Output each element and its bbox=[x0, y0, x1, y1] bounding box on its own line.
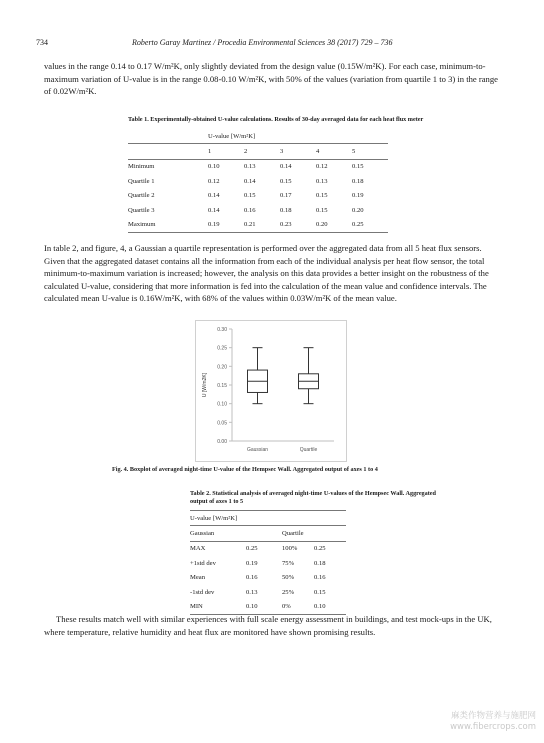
table-cell: 0.13 bbox=[244, 163, 256, 171]
table-cell: 0.14 bbox=[244, 177, 256, 185]
table-cell: 0.17 bbox=[280, 192, 292, 200]
table1-unit-header: U-value [W/m²K] bbox=[208, 132, 256, 140]
table-cell: 0.19 bbox=[208, 221, 220, 229]
row-label: 0% bbox=[282, 603, 291, 611]
y-tick-label: 0.30 bbox=[217, 327, 227, 333]
table2-gaussian-header: Gaussian bbox=[190, 530, 215, 538]
table-row bbox=[128, 159, 388, 174]
x-tick-label: Quartile bbox=[299, 447, 318, 453]
row-label: Mean bbox=[190, 574, 206, 582]
table-cell: 0.10 bbox=[246, 603, 258, 611]
table-cell: 0.15 bbox=[244, 192, 256, 200]
table-cell: 0.12 bbox=[208, 177, 220, 185]
table-cell: 0.10 bbox=[314, 603, 326, 611]
table1-col-header: 2 bbox=[244, 148, 248, 156]
table2-caption-line2: output of axes 1 to 5 bbox=[190, 498, 244, 505]
paragraph-3: These results match well with similar experiences with full scale energy assessment in buildings, and test mock-ups in the UK, where temperature, relative humidity and heat flux are monitored have shown promising results. bbox=[44, 614, 492, 637]
figure4-chart bbox=[195, 320, 347, 462]
table-cell: 0.15 bbox=[316, 192, 328, 200]
row-label: MIN bbox=[190, 603, 203, 611]
watermark bbox=[404, 711, 536, 733]
table-cell: 0.25 bbox=[352, 221, 364, 229]
table-cell: 0.14 bbox=[280, 163, 292, 171]
table1 bbox=[128, 129, 388, 233]
table1-col-header: 1 bbox=[208, 148, 212, 156]
table1-col-header: 5 bbox=[352, 148, 356, 156]
table-row bbox=[190, 571, 346, 585]
table-cell: 0.21 bbox=[244, 221, 256, 229]
table-cell: 0.19 bbox=[246, 559, 258, 567]
table-row bbox=[190, 585, 346, 599]
table1-caption: Table 1. Experimentally-obtained U-value calculations. Results of 30-day averaged data for each heat flux meter bbox=[128, 116, 424, 123]
row-label: Quartile 1 bbox=[128, 177, 155, 185]
table-cell: 0.19 bbox=[352, 192, 364, 200]
row-label: 75% bbox=[282, 559, 295, 567]
y-axis-label: U [W/m2K] bbox=[202, 372, 208, 398]
table-cell: 0.15 bbox=[352, 163, 364, 171]
table2-caption-line1: Table 2. Statistical analysis of averaged night-time U-values of the Hempsec Wall. Aggregated bbox=[190, 490, 436, 497]
table-cell: 0.10 bbox=[208, 163, 220, 171]
table-cell: 0.15 bbox=[316, 206, 328, 214]
table-cell: 0.12 bbox=[316, 163, 328, 171]
table-cell: 0.20 bbox=[316, 221, 328, 229]
row-label: Maximum bbox=[128, 221, 156, 229]
table-cell: 0.20 bbox=[352, 206, 364, 214]
table1-col-header: 4 bbox=[316, 148, 320, 156]
table-cell: 0.25 bbox=[246, 545, 258, 553]
table2-unit-header: U-value [W/m²K] bbox=[190, 514, 238, 522]
watermark-line1: 麻类作物营养与施肥网 bbox=[450, 711, 536, 721]
table1-col-header: 3 bbox=[280, 148, 284, 156]
table2-caption bbox=[190, 490, 490, 506]
table-cell: 0.15 bbox=[314, 588, 326, 596]
row-label: Quartile 2 bbox=[128, 192, 155, 200]
table-cell: 0.14 bbox=[208, 206, 220, 214]
table-row bbox=[128, 203, 388, 217]
table-row bbox=[190, 541, 346, 556]
table-cell: 0.18 bbox=[352, 177, 364, 185]
table-row bbox=[128, 174, 388, 188]
table-cell: 0.13 bbox=[316, 177, 328, 185]
row-label: +1std dev bbox=[190, 559, 216, 567]
y-tick-label: 0.05 bbox=[217, 420, 227, 427]
table-cell: 0.18 bbox=[280, 206, 292, 214]
table-cell: 0.16 bbox=[244, 206, 256, 214]
figure4-caption: Fig. 4. Boxplot of averaged night-time U-value of the Hempsec Wall. Aggregated output of axes 1 to 4 bbox=[112, 466, 378, 473]
table2 bbox=[190, 510, 346, 615]
table-cell: 0.14 bbox=[208, 192, 220, 200]
table-cell: 0.18 bbox=[314, 559, 326, 567]
y-tick-label: 0.10 bbox=[217, 401, 227, 408]
row-label: Minimum bbox=[128, 163, 155, 171]
table-cell: 0.16 bbox=[246, 574, 258, 582]
table-row bbox=[190, 599, 346, 614]
page-number: 734 bbox=[36, 38, 48, 47]
x-tick-label: Gaussian bbox=[246, 447, 269, 453]
table-row bbox=[190, 556, 346, 570]
watermark-line2: www.fibercrops.com bbox=[450, 722, 536, 732]
y-tick-label: 0.15 bbox=[217, 383, 227, 389]
row-label: 100% bbox=[282, 545, 298, 553]
boxplot-svg bbox=[196, 321, 346, 461]
table-cell: 0.25 bbox=[314, 545, 326, 553]
table-row bbox=[128, 217, 388, 232]
row-label: MAX bbox=[190, 545, 206, 553]
row-label: -1std dev bbox=[190, 588, 215, 596]
table-cell: 0.13 bbox=[246, 588, 258, 596]
row-label: Quartile 3 bbox=[128, 206, 155, 214]
y-tick-label: 0.25 bbox=[217, 345, 227, 352]
y-tick-label: 0.00 bbox=[217, 439, 227, 445]
paragraph-1: values in the range 0.14 to 0.17 W/m²K, only slightly deviated from the design value (0.15W/m²K). For each case, minimum-to-maximum variation of U-value is in the range 0.08-0.10 W/m²K, with 50% of the values (variation from quartile 1 to 3) in the range of 0.02W/m²K. bbox=[44, 61, 498, 97]
table-cell: 0.23 bbox=[280, 221, 292, 229]
running-title: Roberto Garay Martinez / Procedia Environmental Sciences 38 (2017) 729 – 736 bbox=[132, 38, 393, 47]
row-label: 50% bbox=[282, 574, 295, 582]
table2-quartile-header: Quartile bbox=[282, 530, 304, 538]
table-row bbox=[128, 189, 388, 203]
paragraph-2: In table 2, and figure, 4, a Gaussian a quartile representation is performed over the aggregated data from all 5 heat flux sensors. Given that the aggregated dataset contains all the information from each of the individual analysis per heat flow sensor, the total minimum-to-maximum variation is increased; however, the analysis on this data provides a better insight on the robustness of the calculated U-value, considering that more information is fed into the calculation of the mean value and confidence intervals. The calculated mean U-value is 0.16W/m²K, with 68% of the values within 0.03W/m²K of the mean value. bbox=[44, 243, 489, 304]
table-cell: 0.16 bbox=[314, 574, 326, 582]
y-tick-label: 0.20 bbox=[217, 364, 227, 371]
table-cell: 0.15 bbox=[280, 177, 292, 185]
row-label: 25% bbox=[282, 588, 295, 596]
